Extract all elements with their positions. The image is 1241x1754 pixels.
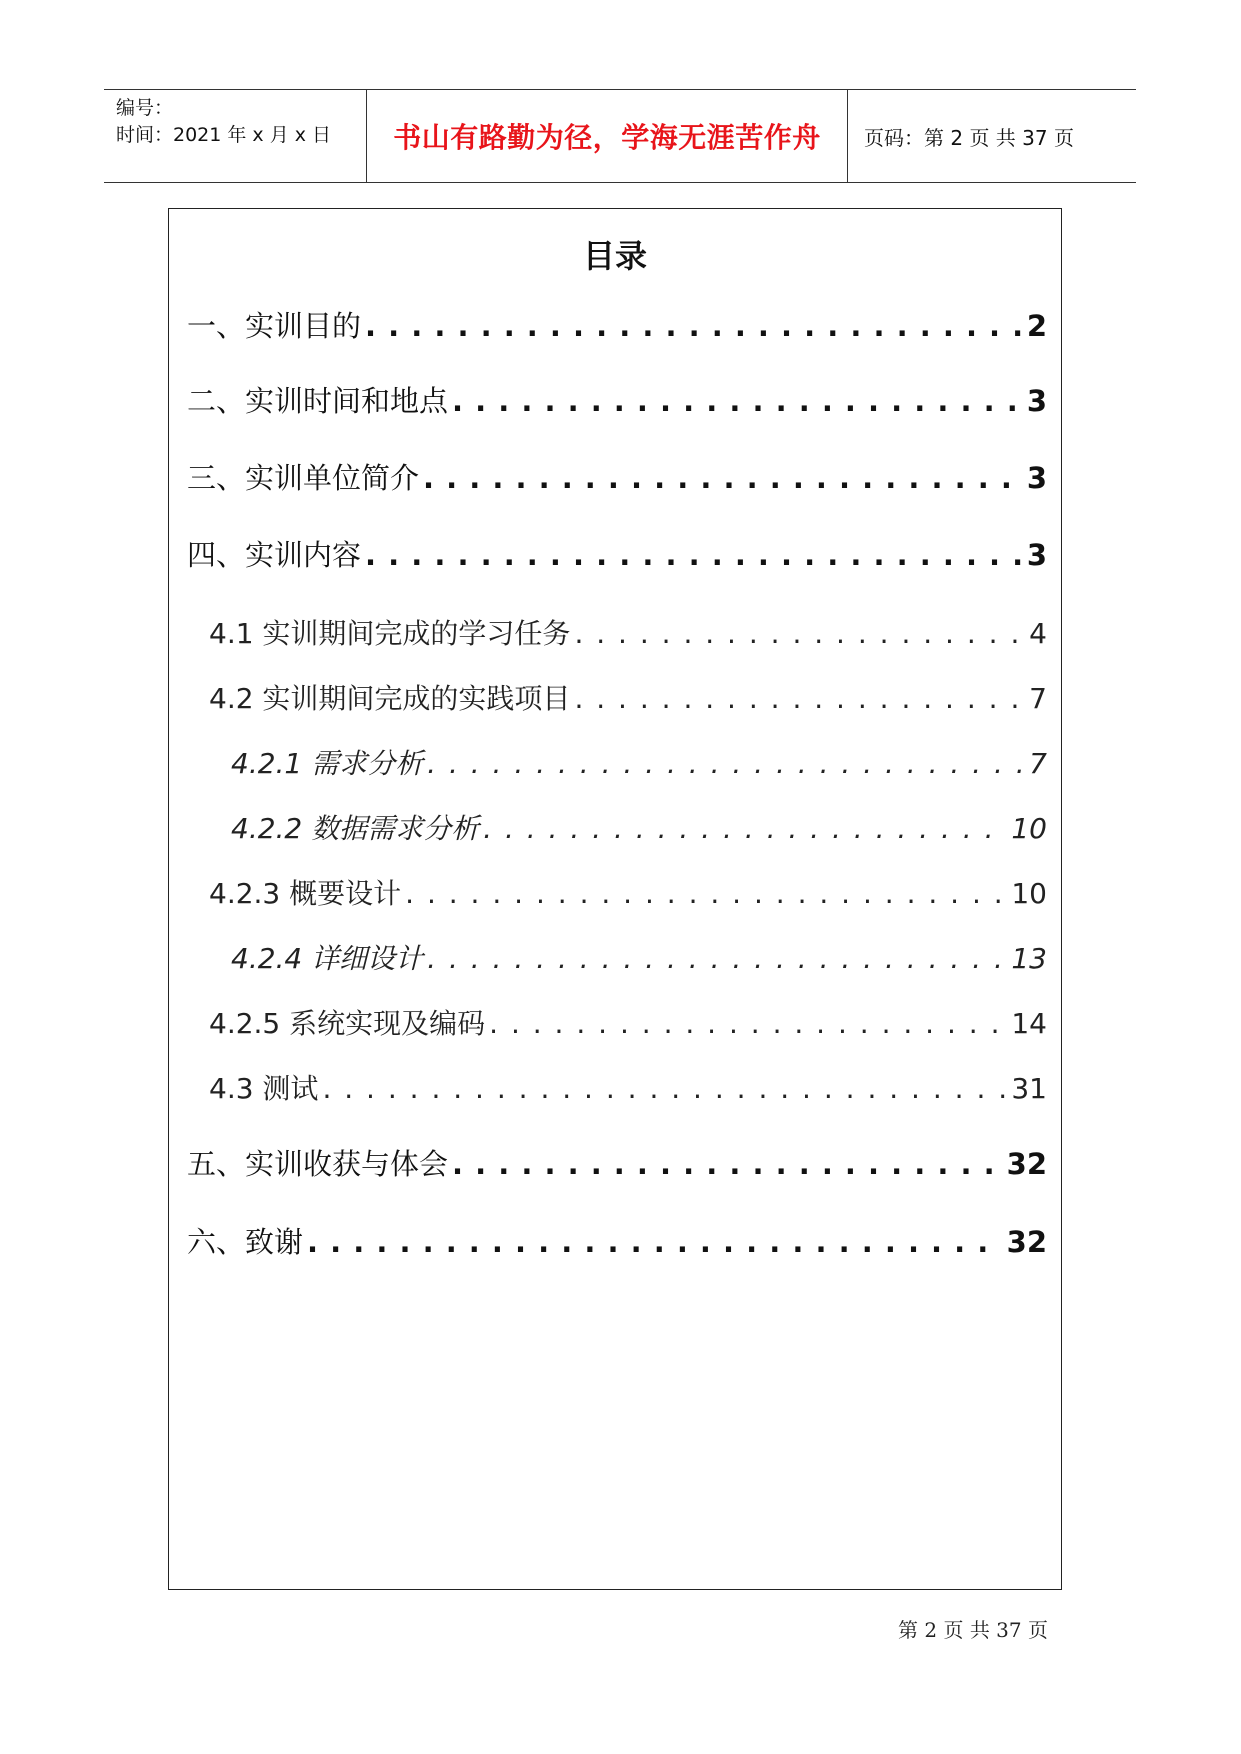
toc-entry-label: 4.2.1 需求分析: [231, 747, 424, 780]
header-page-info: 页码：第 2 页 共 37 页: [864, 125, 1074, 150]
toc-leader-dots: [307, 1225, 1003, 1259]
toc-entry[interactable]: [187, 379, 1047, 420]
toc-entry-label: 4.1 实训期间完成的学习任务: [209, 617, 571, 650]
page-header: [104, 89, 1136, 183]
toc-entry-page: 7: [1029, 682, 1047, 715]
toc-entry[interactable]: [187, 533, 1047, 574]
toc-entry-page: 32: [1006, 1147, 1047, 1181]
toc-entry-page: 10: [1011, 877, 1047, 910]
toc-entry-label: 五、实训收获与体会: [187, 1147, 449, 1181]
toc-entry[interactable]: [231, 937, 1047, 977]
motto-text: 书山有路勤为径，学海无涯苦作舟: [393, 121, 821, 154]
toc-entry-page: 2: [1026, 309, 1047, 343]
toc-leader-dots: [322, 1072, 1007, 1105]
toc-entry[interactable]: [209, 872, 1047, 912]
header-page-cell: [848, 90, 1136, 182]
toc-entry-label: 4.3 测试: [209, 1072, 319, 1105]
toc-entry-page: 3: [1026, 384, 1047, 418]
page-footer: [0, 1614, 1048, 1643]
toc-entry-page: 13: [1011, 942, 1047, 975]
toc-leader-dots: [365, 538, 1023, 572]
toc-entry-label: 三、实训单位简介: [187, 461, 420, 495]
toc-leader-dots: [483, 812, 1007, 845]
toc-entry-label: 4.2.2 数据需求分析: [231, 812, 480, 845]
toc-entry[interactable]: [209, 677, 1047, 717]
toc-leader-dots: [452, 1147, 1003, 1181]
toc-entry[interactable]: [187, 1220, 1047, 1261]
header-meta-cell: [104, 90, 367, 182]
toc-entry-page: 3: [1026, 538, 1047, 572]
toc-entry[interactable]: [231, 807, 1047, 847]
toc-entry-label: 4.2.4 详细设计: [231, 942, 424, 975]
toc-entry-label: 4.2 实训期间完成的实践项目: [209, 682, 571, 715]
toc-title: 目录: [582, 237, 647, 275]
toc-entry-label: 二、实训时间和地点: [187, 384, 449, 418]
toc-entry-page: 10: [1011, 812, 1047, 845]
toc-entry-label: 4.2.5 系统实现及编码: [209, 1007, 486, 1040]
toc-entry[interactable]: [187, 1142, 1047, 1183]
toc-entry-page: 32: [1006, 1225, 1047, 1259]
toc-leader-dots: [365, 309, 1023, 343]
toc-entry[interactable]: [231, 742, 1047, 782]
toc-leader-dots: [405, 877, 1007, 910]
toc-leader-dots: [423, 461, 1023, 495]
toc-entry-label: 四、实训内容: [187, 538, 362, 572]
header-motto-cell: [367, 90, 848, 182]
toc-leader-dots: [489, 1007, 1007, 1040]
toc-box: [168, 208, 1062, 1590]
toc-entry-page: 7: [1029, 747, 1047, 780]
date-line: 时间：2021 年 x 月 x 日: [116, 124, 332, 146]
footer-page-number: 第 2 页 共 37 页: [898, 1618, 1048, 1642]
toc-leader-dots: [427, 747, 1025, 780]
toc-entry-label: 六、致谢: [187, 1225, 304, 1259]
toc-leader-dots: [574, 682, 1025, 715]
toc-entry-page: 4: [1029, 617, 1047, 650]
toc-entry[interactable]: [187, 456, 1047, 497]
toc-entry-label: 一、实训目的: [187, 309, 362, 343]
toc-leader-dots: [427, 942, 1007, 975]
toc-entry[interactable]: [187, 304, 1047, 345]
toc-leader-dots: [452, 384, 1023, 418]
toc-entry[interactable]: [209, 1002, 1047, 1042]
toc-entry[interactable]: [209, 1067, 1047, 1107]
toc-entry-page: 14: [1011, 1007, 1047, 1040]
toc-entry[interactable]: [209, 612, 1047, 652]
toc-leader-dots: [574, 617, 1025, 650]
toc-entry-page: 31: [1011, 1072, 1047, 1105]
doc-number-label: 编号：: [116, 97, 174, 119]
toc-entry-label: 4.2.3 概要设计: [209, 877, 402, 910]
toc-entry-page: 3: [1026, 461, 1047, 495]
